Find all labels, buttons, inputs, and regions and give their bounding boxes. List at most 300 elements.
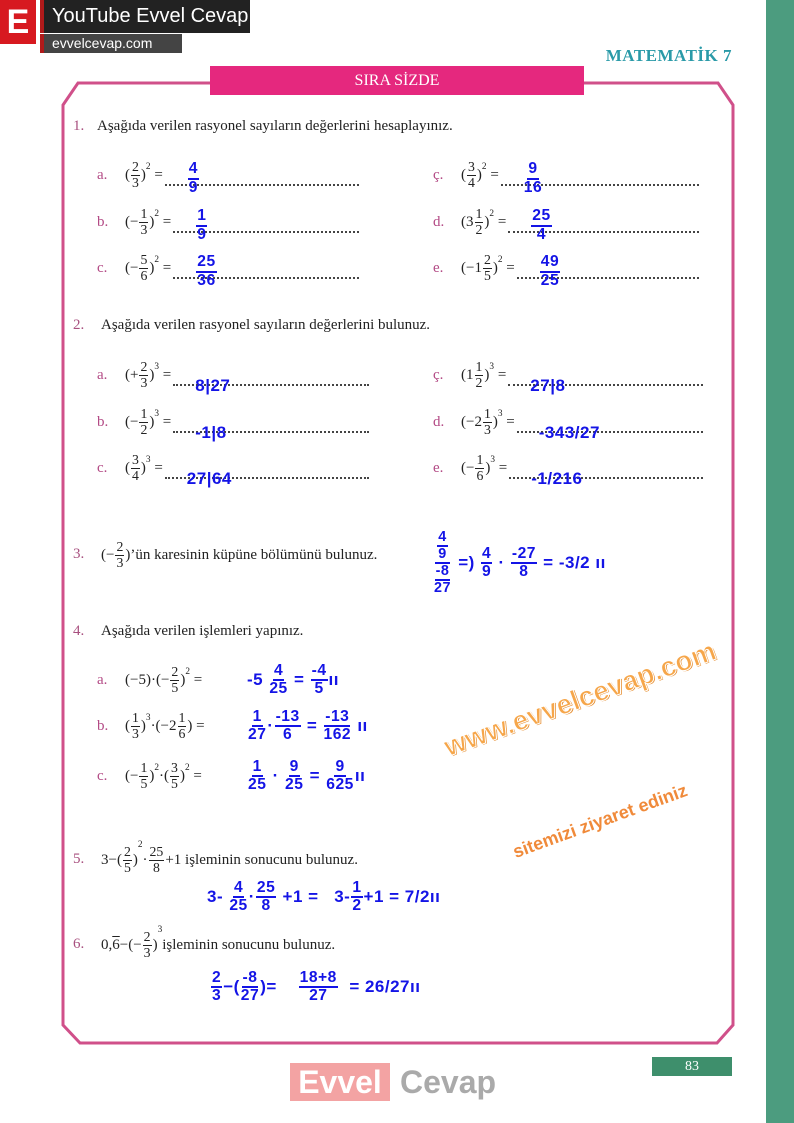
numerator: 1: [140, 760, 148, 776]
math-text: ·: [267, 716, 274, 735]
denominator: 5: [123, 859, 131, 875]
numerator: 4: [437, 530, 448, 547]
math-text: =: [301, 716, 323, 735]
numerator: 1: [140, 206, 148, 222]
handwritten-solution: [247, 663, 339, 698]
handwritten-answer: [530, 208, 552, 243]
item-label: b.: [97, 717, 109, 734]
numerator: 9: [527, 161, 538, 179]
fraction: [139, 360, 148, 390]
exercise-item: [97, 446, 369, 490]
numerator: -8: [242, 970, 259, 988]
numerator: 1: [351, 880, 362, 898]
fraction: [483, 407, 492, 437]
math-text: =: [150, 166, 163, 183]
answer-line: [517, 253, 699, 289]
math-text: ): [492, 259, 498, 276]
denominator: 4: [536, 225, 547, 243]
denominator: [433, 564, 452, 596]
answer-line: [165, 160, 359, 196]
diagonal-watermark-subtitle: sitemizi ziyaret ediniz: [510, 780, 690, 862]
exercise-item: [97, 246, 359, 290]
numerator: -27: [511, 546, 537, 564]
math-text: (: [125, 459, 130, 476]
math-text: =: [502, 259, 515, 276]
numerator: 2: [116, 539, 124, 555]
handwritten-answer: [530, 376, 565, 396]
exponent: 2: [145, 162, 151, 173]
numerator: 1: [132, 710, 139, 726]
numerator: 2: [123, 844, 131, 860]
fraction: [211, 970, 222, 1005]
math-text: ): [140, 717, 146, 734]
answer-line: [508, 207, 699, 243]
numerator: 1: [475, 206, 483, 222]
denominator: 3: [143, 944, 151, 960]
numerator: -8: [435, 564, 451, 581]
numerator: 25: [149, 844, 164, 860]
fraction: [170, 665, 179, 695]
item-expression: [125, 761, 237, 791]
numerator: 4: [481, 546, 492, 564]
math-text: +1 işleminin sonucunu bulunuz.: [165, 851, 358, 868]
math-text: ): [180, 671, 186, 688]
numerator: -13: [275, 709, 301, 727]
math-text: =: [288, 670, 310, 689]
fraction: [437, 530, 448, 562]
math-text: = 26/27ıı: [338, 977, 421, 997]
fraction: [248, 759, 266, 794]
numerator: 2: [143, 929, 151, 945]
item-label: c.: [97, 259, 108, 276]
fraction: [241, 970, 259, 1005]
math-text: ıı: [354, 766, 366, 785]
exponent: 2: [184, 763, 190, 774]
item-label: b.: [97, 413, 109, 430]
fraction: [131, 453, 140, 483]
fraction: [139, 407, 148, 437]
item-expression: [461, 407, 515, 437]
handwritten-solution: [207, 880, 440, 915]
question-text: Aşağıda verilen işlemleri yapınız.: [101, 623, 304, 639]
math-text: ·: [142, 851, 148, 868]
numerator: 4: [273, 663, 284, 681]
numerator: 1: [483, 406, 491, 422]
math-text: ·: [493, 553, 510, 573]
math-text: =: [189, 671, 203, 688]
math-text: 3-: [207, 887, 229, 907]
numerator: -4: [311, 663, 328, 681]
math-text: ): [149, 213, 155, 230]
exponent: 3: [497, 409, 503, 420]
fraction: [351, 880, 362, 915]
math-text: (−: [125, 413, 139, 430]
exponent: 2: [137, 840, 143, 850]
math-text: ): [149, 413, 155, 430]
denominator: 25: [248, 776, 267, 793]
numerator: 4: [188, 161, 199, 179]
exponent: 3: [154, 362, 160, 373]
fraction: [511, 546, 537, 581]
math-text: =: [159, 213, 172, 230]
item-label: ç.: [433, 166, 444, 183]
item-label: a.: [97, 366, 108, 383]
exponent: 2: [185, 667, 190, 678]
math-text: ): [149, 366, 155, 383]
math-text: =: [189, 767, 202, 784]
item-expression: [125, 407, 171, 437]
answer-line: [501, 160, 699, 196]
exercise-item: [97, 704, 368, 748]
fraction: [196, 208, 207, 243]
math-text: (: [125, 166, 130, 183]
fraction: [248, 709, 266, 744]
fraction: [311, 663, 328, 698]
subject-header: MATEMATİK 7: [605, 46, 732, 65]
fraction: [131, 160, 140, 190]
answer-line: [165, 457, 369, 488]
question-number: 1.: [73, 118, 85, 134]
numerator: 25: [531, 208, 551, 226]
math-text: ): [149, 259, 155, 276]
numerator: 1: [196, 208, 207, 226]
fraction: [269, 663, 287, 698]
denominator: 4: [132, 467, 139, 483]
fraction: [531, 208, 551, 243]
exercise-item: [97, 754, 365, 798]
handwritten-answer: [195, 423, 226, 443]
item-label: e.: [433, 459, 444, 476]
handwritten-answer: [195, 208, 208, 243]
answer-line: [173, 207, 359, 243]
item-label: b.: [97, 213, 109, 230]
exponent: 2: [154, 763, 160, 774]
denominator: 25: [540, 271, 560, 289]
math-text: ): [132, 851, 138, 868]
math-text: -5: [247, 670, 269, 689]
fraction: [326, 759, 354, 794]
numerator: 2: [140, 359, 148, 375]
denominator: 25: [285, 776, 304, 793]
math-text: ): [140, 459, 146, 476]
numerator: 2: [171, 664, 179, 680]
denominator: 3: [140, 374, 148, 390]
channel-url: evvelcevap.com: [40, 34, 182, 53]
page-number: 83: [652, 1057, 732, 1076]
answer-line: [173, 411, 369, 442]
handwritten-solution: [247, 759, 365, 794]
item-expression: [125, 207, 171, 237]
fraction: [229, 880, 247, 915]
fraction: [143, 930, 152, 960]
math-text: (+: [125, 366, 139, 383]
math-text: ): [140, 166, 146, 183]
math-text: (−: [125, 767, 139, 784]
math-text: =: [486, 166, 499, 183]
handwritten-answer: [531, 469, 582, 489]
numerator: 1: [475, 359, 483, 375]
fraction: [524, 161, 542, 196]
denominator: 25: [229, 897, 248, 915]
math-text: ıı: [352, 716, 368, 735]
denominator: 5: [140, 775, 148, 791]
fraction: [139, 761, 148, 791]
item-expression: [125, 253, 171, 283]
denominator: 5: [171, 775, 178, 791]
channel-title: YouTube Evvel Cevap: [40, 0, 250, 33]
item-expression: [461, 360, 506, 390]
denominator: 9: [482, 563, 492, 581]
handwritten-solution: [247, 709, 368, 744]
item-expression: [125, 665, 237, 695]
math-text: ): [179, 767, 185, 784]
math-text: ): [484, 213, 490, 230]
numerator: 25: [196, 254, 216, 272]
math-text: ): [484, 366, 490, 383]
denominator: 5: [171, 679, 179, 695]
denominator: 27: [309, 987, 328, 1005]
numerator: 49: [540, 254, 560, 272]
fraction: [123, 845, 132, 875]
denominator: 3: [140, 221, 148, 237]
handwritten-solution: [210, 970, 420, 1005]
numerator: 9: [289, 759, 300, 777]
exponent: 3: [154, 409, 160, 420]
fraction: [299, 970, 338, 1005]
math-text: 27|8: [530, 376, 566, 395]
denominator: 8: [152, 859, 160, 875]
math-text: -1/216: [531, 469, 583, 488]
channel-logo: E: [0, 0, 36, 44]
math-text: )=: [260, 977, 298, 997]
fraction: [433, 530, 452, 596]
denominator: 9: [188, 178, 198, 196]
math-text: =: [150, 459, 163, 476]
math-text: =: [159, 366, 172, 383]
numerator: 1: [476, 452, 484, 468]
exercise-item: [433, 200, 699, 244]
item-expression: [461, 253, 515, 283]
fraction: [481, 546, 492, 581]
numerator: 5: [140, 252, 148, 268]
denominator: 9: [197, 225, 207, 243]
math-text: = -3/2 ıı: [537, 553, 606, 573]
denominator: 6: [178, 725, 186, 741]
numerator: 3: [468, 159, 475, 175]
denominator: 4: [468, 174, 475, 190]
math-text: =: [159, 259, 172, 276]
item-expression: [125, 453, 163, 483]
question-text: Aşağıda verilen rasyonel sayıların değerlerini hesaplayınız.: [97, 118, 453, 134]
math-text: ·: [267, 766, 284, 785]
exercise-item: [433, 400, 703, 444]
math-text: (1: [461, 366, 474, 383]
answer-line: [517, 411, 703, 442]
fraction: [115, 540, 124, 570]
fraction: [188, 161, 199, 196]
fraction: [275, 709, 301, 744]
exercise-item: [97, 200, 359, 244]
denominator: 5: [314, 680, 324, 697]
math-text: ): [476, 166, 482, 183]
math-text: =): [453, 553, 481, 573]
math-text: (3: [461, 213, 474, 230]
item-label: d.: [433, 213, 445, 230]
math-text: işleminin sonucunu bulunuz.: [162, 936, 336, 953]
item-expression: [125, 160, 163, 190]
denominator: 2: [475, 374, 483, 390]
footer-logo-evvel: Evvel: [290, 1063, 390, 1101]
item-label: e.: [433, 259, 444, 276]
handwritten-answer: [539, 254, 561, 289]
numerator: 1: [252, 709, 263, 727]
item-expression: [125, 711, 237, 741]
math-text: +1 = 7/2ıı: [363, 887, 441, 907]
exercise-item: [433, 353, 703, 397]
math-text: =: [502, 413, 515, 430]
math-text: ): [149, 767, 155, 784]
math-text: -343/27: [538, 423, 600, 442]
math-text: ·(: [159, 767, 170, 784]
math-text: −(: [223, 977, 240, 997]
question-number: 3.: [73, 546, 85, 562]
exercise-item: [97, 153, 359, 197]
numerator: 3: [132, 452, 139, 468]
math-text: ·: [248, 887, 255, 907]
denominator: 6: [476, 467, 484, 483]
repeating-digit: 6: [112, 936, 120, 953]
item-expression: [461, 453, 507, 483]
numerator: 4: [233, 880, 244, 898]
item-expression: [461, 160, 499, 190]
math-text: +1 = 3-: [277, 887, 351, 907]
answer-line: [173, 253, 359, 289]
denominator: 625: [326, 776, 354, 793]
answer-line: [173, 364, 369, 395]
item-expression: [125, 360, 171, 390]
math-text: (−: [125, 259, 139, 276]
handwritten-answer: [187, 469, 232, 489]
handwritten-answer: [195, 376, 230, 396]
exercise-item: [97, 658, 339, 702]
fraction: [475, 207, 484, 237]
numerator: 1: [140, 406, 148, 422]
handwritten-answer: [187, 161, 200, 196]
numerator: [435, 530, 450, 564]
fraction: [170, 761, 179, 791]
denominator: 3: [132, 174, 139, 190]
exponent: 2: [154, 255, 160, 266]
denominator: 27: [240, 987, 260, 1005]
denominator: 3: [483, 421, 491, 437]
denominator: 5: [483, 267, 491, 283]
fraction: [256, 880, 276, 915]
question-number: 5.: [73, 851, 85, 867]
numerator: 25: [256, 880, 276, 898]
denominator: 3: [212, 987, 222, 1005]
math-text: ): [492, 413, 498, 430]
denominator: 8: [261, 897, 271, 915]
denominator: 3: [132, 725, 139, 741]
question-expression: [101, 533, 377, 577]
exponent: 2: [489, 209, 495, 220]
numerator: 1: [252, 759, 263, 777]
fraction: [196, 254, 216, 289]
fraction: [467, 160, 476, 190]
math-text: (−5)·(−: [125, 671, 170, 688]
handwritten-answer: [523, 161, 543, 196]
numerator: 2: [132, 159, 139, 175]
math-text: ıı: [328, 670, 339, 689]
denominator: 9: [438, 546, 447, 563]
fraction: [139, 253, 148, 283]
denominator: 16: [523, 178, 543, 196]
math-text: ): [152, 936, 158, 953]
question-expression: [101, 923, 335, 967]
question-number: 4.: [73, 623, 85, 639]
exercise-item: [433, 446, 703, 490]
exercise-item: [97, 400, 369, 444]
math-text: (−: [101, 546, 115, 563]
numerator: 3: [171, 760, 178, 776]
numerator: 1: [178, 710, 186, 726]
fraction: [540, 254, 560, 289]
denominator: 36: [197, 271, 216, 289]
question-number: 2.: [73, 317, 85, 333]
exercise-item: [97, 353, 369, 397]
numerator: -13: [324, 709, 350, 727]
math-text: =: [494, 366, 507, 383]
fraction: [285, 759, 303, 794]
exercise-item: [433, 153, 699, 197]
math-text: (−1: [461, 259, 482, 276]
fraction: [324, 709, 352, 744]
math-text: -1|8: [195, 423, 227, 442]
diagonal-watermark: www.evvelcevap.com: [439, 634, 720, 763]
item-label: a.: [97, 671, 108, 688]
fraction: [149, 845, 165, 875]
exponent: 2: [481, 162, 487, 173]
math-text: (: [125, 717, 130, 734]
question-text: Aşağıda verilen rasyonel sayıların değerlerini bulunuz.: [101, 317, 431, 333]
item-label: d.: [433, 413, 445, 430]
math-text: (−: [125, 213, 139, 230]
question-expression: [101, 838, 358, 882]
numerator: 18+8: [299, 970, 338, 988]
math-text: 3−(: [101, 851, 122, 868]
numerator: 9: [334, 759, 345, 777]
math-text: (: [461, 166, 466, 183]
item-label: ç.: [433, 366, 444, 383]
fraction: [139, 207, 148, 237]
fraction: [475, 360, 484, 390]
section-banner: SIRA SİZDE: [210, 66, 584, 95]
math-text: 27|64: [186, 469, 232, 488]
math-text: =: [304, 766, 326, 785]
denominator: 6: [140, 267, 148, 283]
denominator: 27: [248, 726, 267, 743]
fraction: [131, 711, 140, 741]
answer-line: [508, 364, 703, 395]
item-label: c.: [97, 767, 108, 784]
denominator: 2: [140, 421, 148, 437]
math-text: (−: [461, 459, 475, 476]
numerator: 2: [483, 252, 491, 268]
item-label: c.: [97, 459, 108, 476]
handwritten-answer: [539, 423, 600, 443]
footer-logo-cevap: Cevap: [400, 1064, 497, 1100]
exponent: 3: [157, 925, 163, 935]
